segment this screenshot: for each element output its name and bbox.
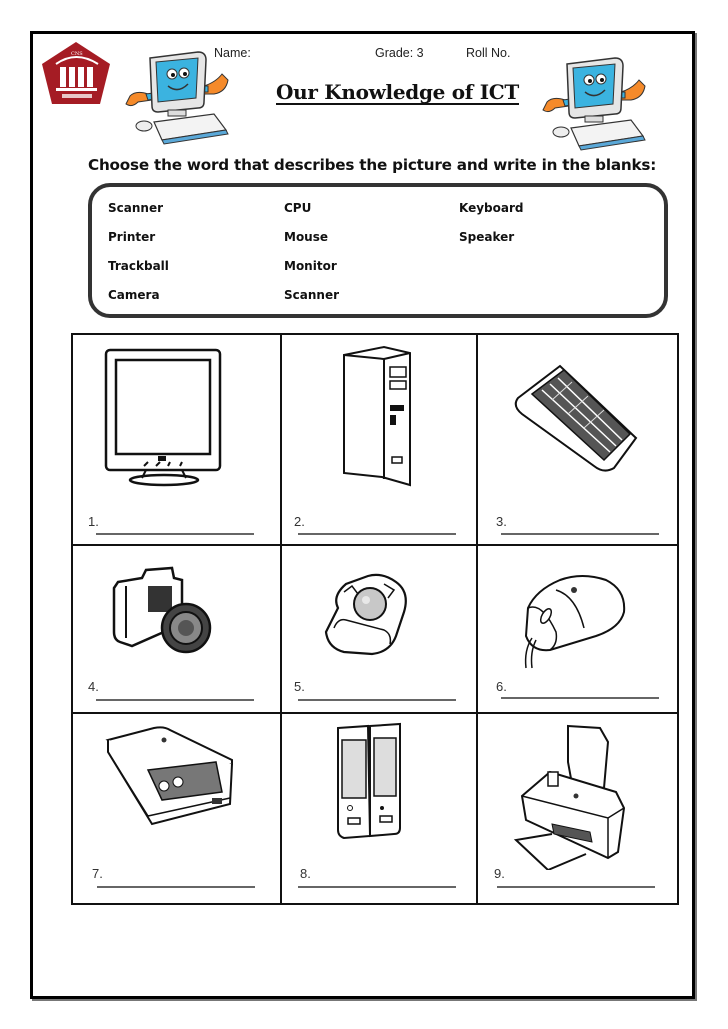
item-number: 6. — [496, 679, 507, 694]
word-bank-item: Keyboard — [459, 201, 524, 215]
cpu-tower-icon — [340, 345, 430, 487]
answer-blank[interactable] — [298, 533, 456, 535]
item-number: 9. — [494, 866, 505, 881]
grid-divider — [71, 712, 679, 714]
grid-divider — [71, 544, 679, 546]
answer-blank[interactable] — [298, 699, 456, 701]
item-number: 1. — [88, 514, 99, 529]
answer-blank[interactable] — [497, 886, 655, 888]
roll-number-label: Roll No. — [466, 46, 511, 60]
word-bank-item: Trackball — [108, 259, 169, 273]
word-bank-item: Printer — [108, 230, 156, 244]
speakers-icon — [334, 722, 406, 840]
camera-icon — [112, 566, 217, 664]
answer-blank[interactable] — [298, 886, 456, 888]
page-title: Our Knowledge of ICT — [276, 80, 519, 104]
answer-blank[interactable] — [501, 533, 659, 535]
mouse-icon — [516, 572, 631, 672]
school-logo-icon — [40, 40, 112, 106]
grid-border — [677, 333, 679, 903]
word-bank-box — [88, 183, 668, 318]
word-bank-item: Scanner — [284, 288, 339, 302]
word-bank-item: Camera — [108, 288, 160, 302]
grade-label: Grade: 3 — [375, 46, 424, 60]
item-number: 5. — [294, 679, 305, 694]
word-bank-item: Scanner — [108, 201, 163, 215]
instruction-text: Choose the word that describes the picture and write in the blanks: — [88, 156, 657, 174]
answer-blank[interactable] — [501, 697, 659, 699]
item-number: 2. — [294, 514, 305, 529]
answer-blank[interactable] — [97, 886, 255, 888]
trackball-icon — [324, 572, 414, 658]
keyboard-icon — [512, 360, 642, 475]
answer-blank[interactable] — [96, 699, 254, 701]
item-number: 7. — [92, 866, 103, 881]
svg-text:CNS: CNS — [71, 51, 83, 57]
answer-blank[interactable] — [96, 533, 254, 535]
scanner-icon — [104, 726, 236, 828]
item-number: 4. — [88, 679, 99, 694]
computer-mascot-icon — [118, 46, 236, 146]
monitor-icon — [102, 348, 222, 488]
grid-divider — [476, 333, 478, 905]
grid-divider — [280, 333, 282, 905]
name-label: Name: — [214, 46, 251, 60]
word-bank-item: CPU — [284, 201, 312, 215]
word-bank-item: Speaker — [459, 230, 515, 244]
computer-mascot-icon — [535, 52, 653, 152]
item-number: 8. — [300, 866, 311, 881]
word-bank-item: Monitor — [284, 259, 337, 273]
item-number: 3. — [496, 514, 507, 529]
printer-icon — [512, 722, 632, 870]
word-bank-item: Mouse — [284, 230, 329, 244]
